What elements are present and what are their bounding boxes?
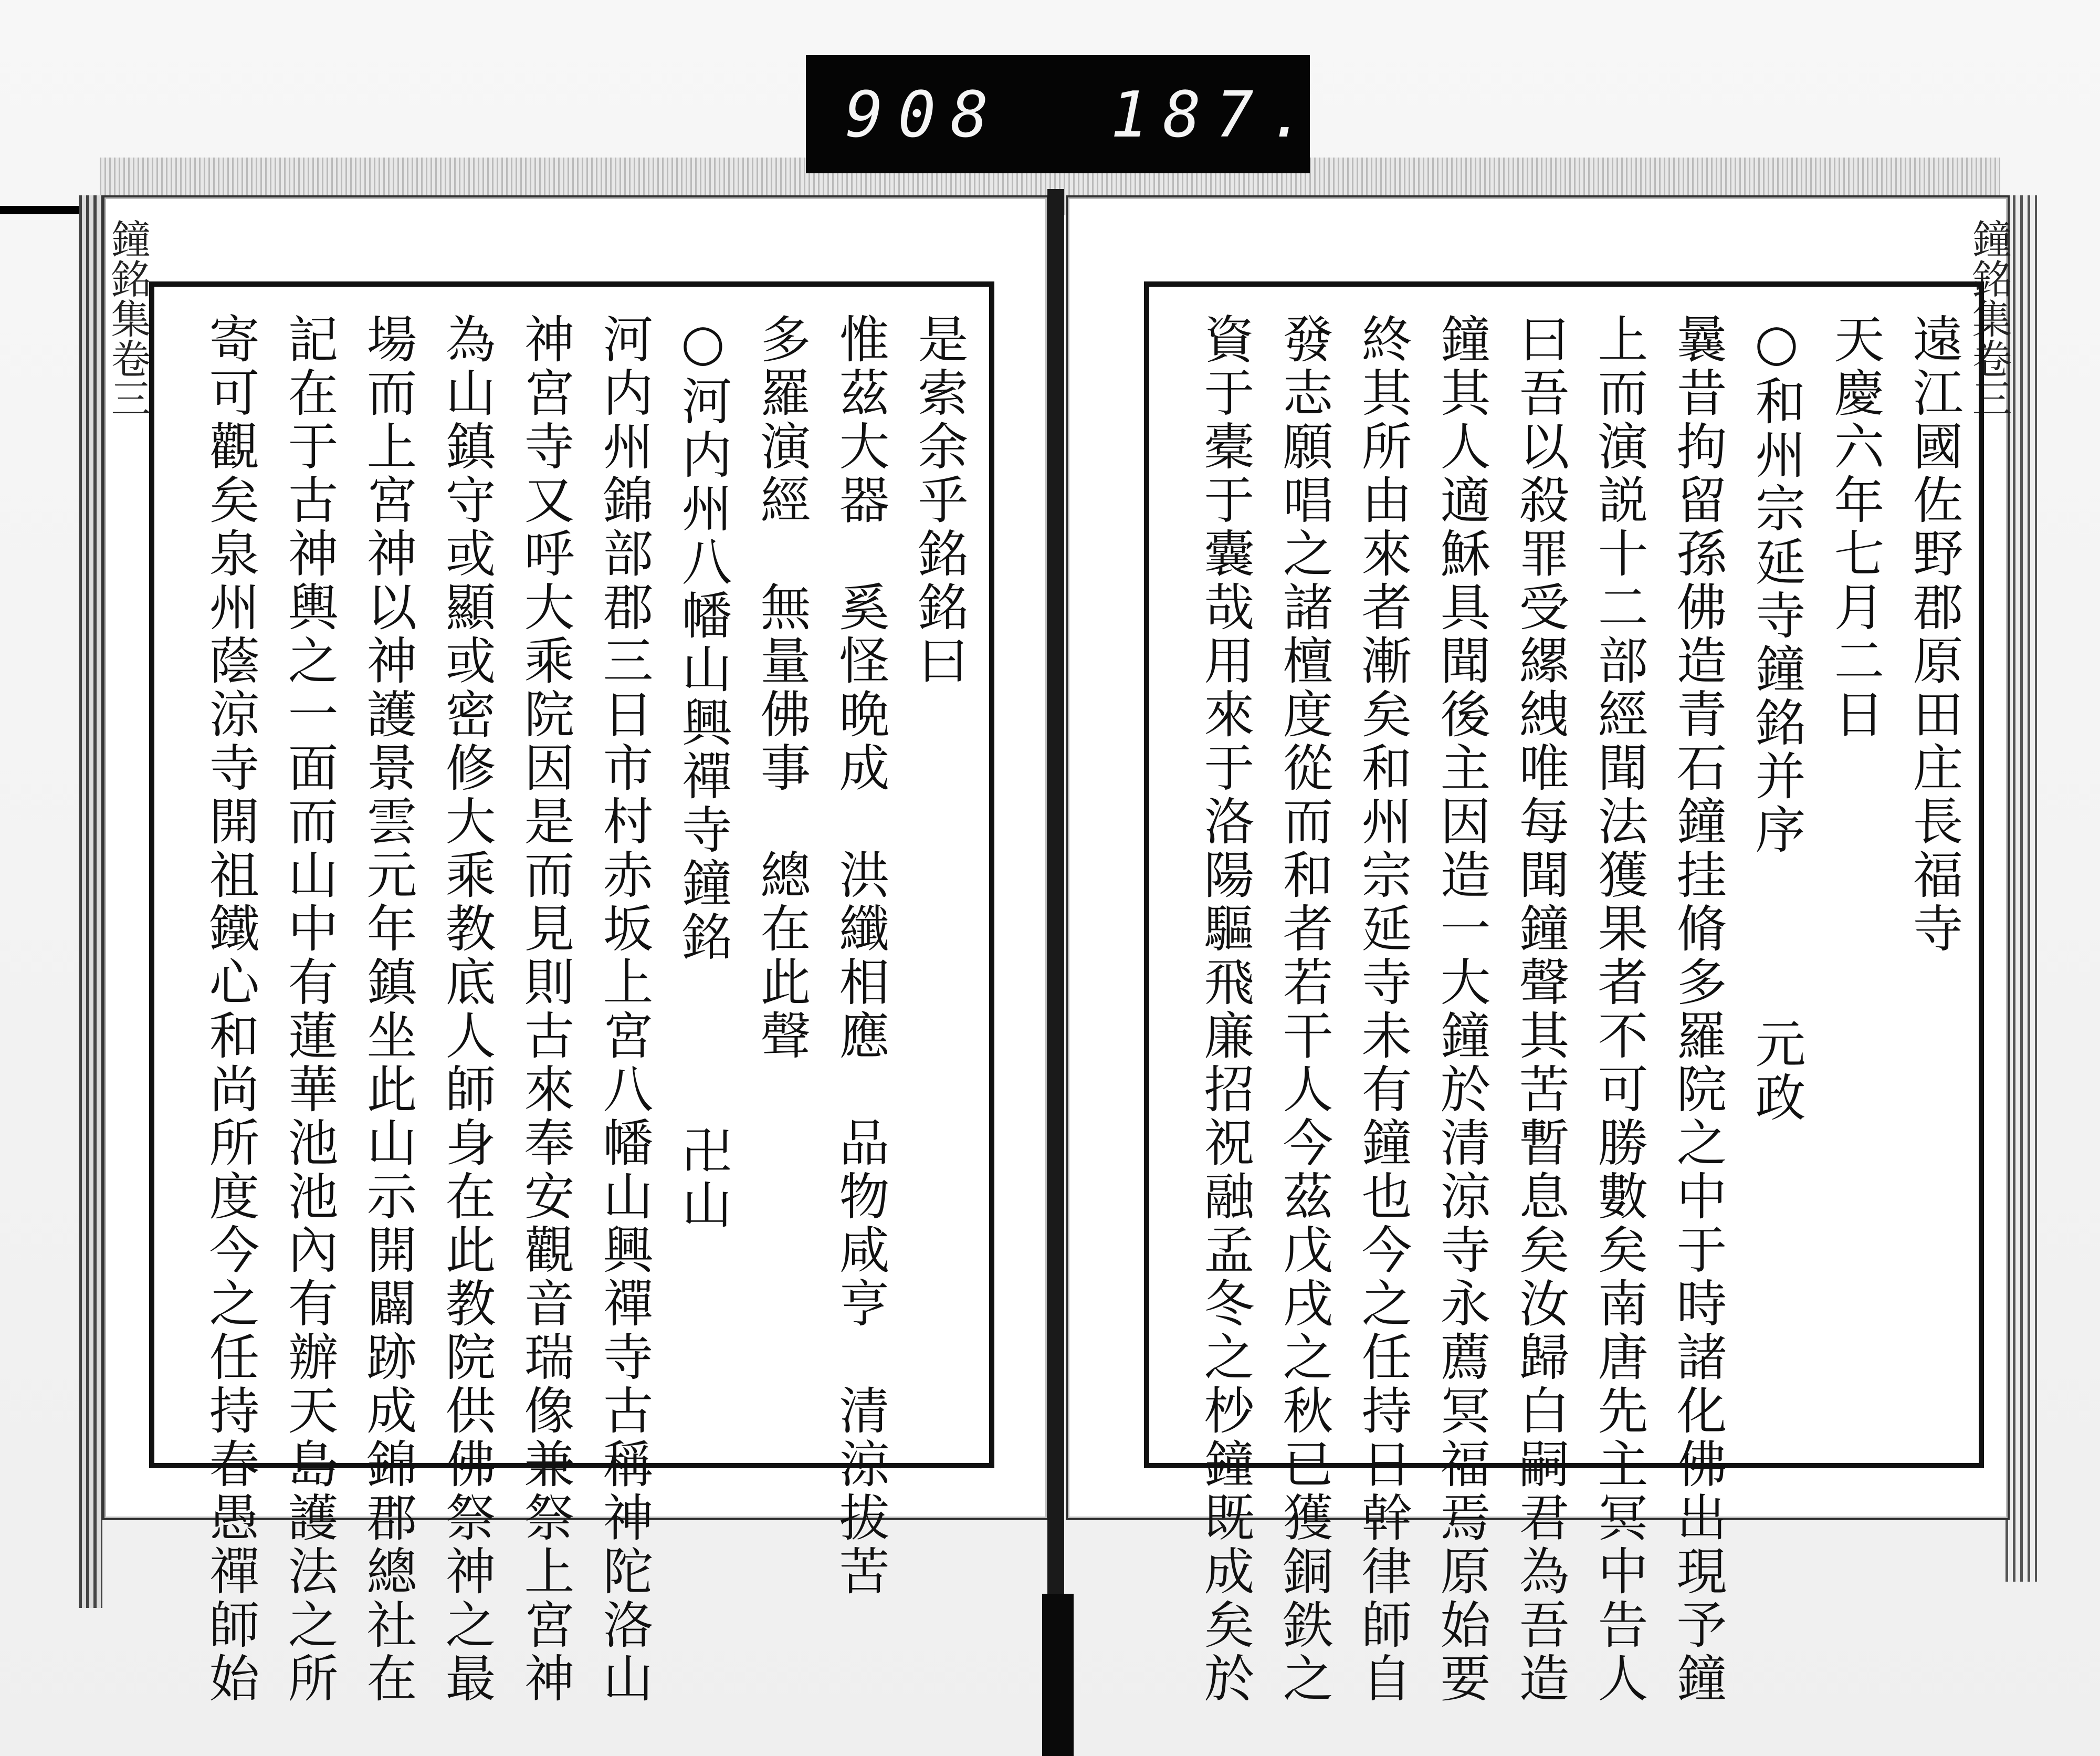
book-spine bbox=[1047, 189, 1064, 1743]
text-column: 惟茲大器 奚怪晩成 洪纖相應 品物咸亨 清涼拔苦 bbox=[831, 313, 890, 1598]
text-column: 神宮寺又呼大乘院因是而見則古來奉安觀音瑞像兼祭上宮神 bbox=[516, 313, 575, 1706]
left-text-frame bbox=[149, 281, 994, 1706]
text-column: 資于橐于囊哉用來于洛陽驅飛廉招祝融孟冬之杪鐘既成矣於 bbox=[1196, 313, 1255, 1706]
text-column: 河内州錦部郡三日市村赤坂上宮八幡山興禪寺古稱神陀洛山 bbox=[595, 313, 654, 1706]
text-column: ○和州宗延寺鐘銘并序 元政 bbox=[1747, 313, 1806, 1125]
text-column: 寄可觀矣泉州蔭涼寺開祖鐵心和尚所度今之任持春愚禪師始 bbox=[201, 313, 260, 1706]
right-running-title: 鐘銘集卷三 bbox=[1966, 218, 2012, 418]
left-page bbox=[102, 195, 1049, 1706]
text-column: 曰吾以殺罪受縲絏唯每聞鐘聲其苦暫息矣汝歸白嗣君為吾造 bbox=[1511, 313, 1570, 1706]
right-page bbox=[1066, 195, 2012, 1706]
book-spine-gutter bbox=[1042, 1594, 1074, 1756]
right-text-frame bbox=[1144, 281, 1984, 1706]
text-column: 場而上宮神以神護景雲元年鎮坐此山示開闢跡成錦郡總社在 bbox=[359, 313, 417, 1706]
text-column: 多羅演經 無量佛事 總在此聲 bbox=[752, 313, 811, 1063]
text-column: 上而演説十二部經聞法獲果者不可勝數矣南唐先主冥中告人 bbox=[1590, 313, 1648, 1706]
catalog-number-right: 187. bbox=[1110, 79, 1321, 152]
text-column: 終其所由來者漸矣和州宗延寺未有鐘也今之任持日幹律師自 bbox=[1353, 313, 1412, 1706]
text-column: 發志願唱之諸檀度從而和者若干人今茲戊戌之秋已獲銅鉄之 bbox=[1275, 313, 1334, 1706]
text-column: 鐘其人適穌具聞後主因造一大鐘於清涼寺永薦冥福焉原始要 bbox=[1432, 313, 1491, 1706]
left-running-title: 鐘銘集卷三 bbox=[104, 218, 151, 418]
text-column: 記在于古神輿之一面而山中有蓮華池池內有辦天島護法之所 bbox=[280, 313, 339, 1706]
text-column: 遠江國佐野郡原田庄長福寺 bbox=[1905, 313, 1964, 956]
text-column: ○河内州八幡山興禪寺鐘銘 卍山 bbox=[674, 313, 732, 1232]
text-column: 是索余乎銘銘曰 bbox=[910, 313, 969, 688]
catalog-number-left: 908 bbox=[845, 79, 1003, 152]
text-column: 天慶六年七月二日 bbox=[1826, 313, 1885, 741]
text-column: 為山鎮守或顯或密修大乘教底人師身在此教院供佛祭神之最 bbox=[437, 313, 496, 1706]
catalog-label bbox=[806, 55, 1321, 173]
text-column: 曩昔拘留孫佛造青石鐘挂脩多羅院之中于時諸化佛出現予鐘 bbox=[1668, 313, 1727, 1706]
